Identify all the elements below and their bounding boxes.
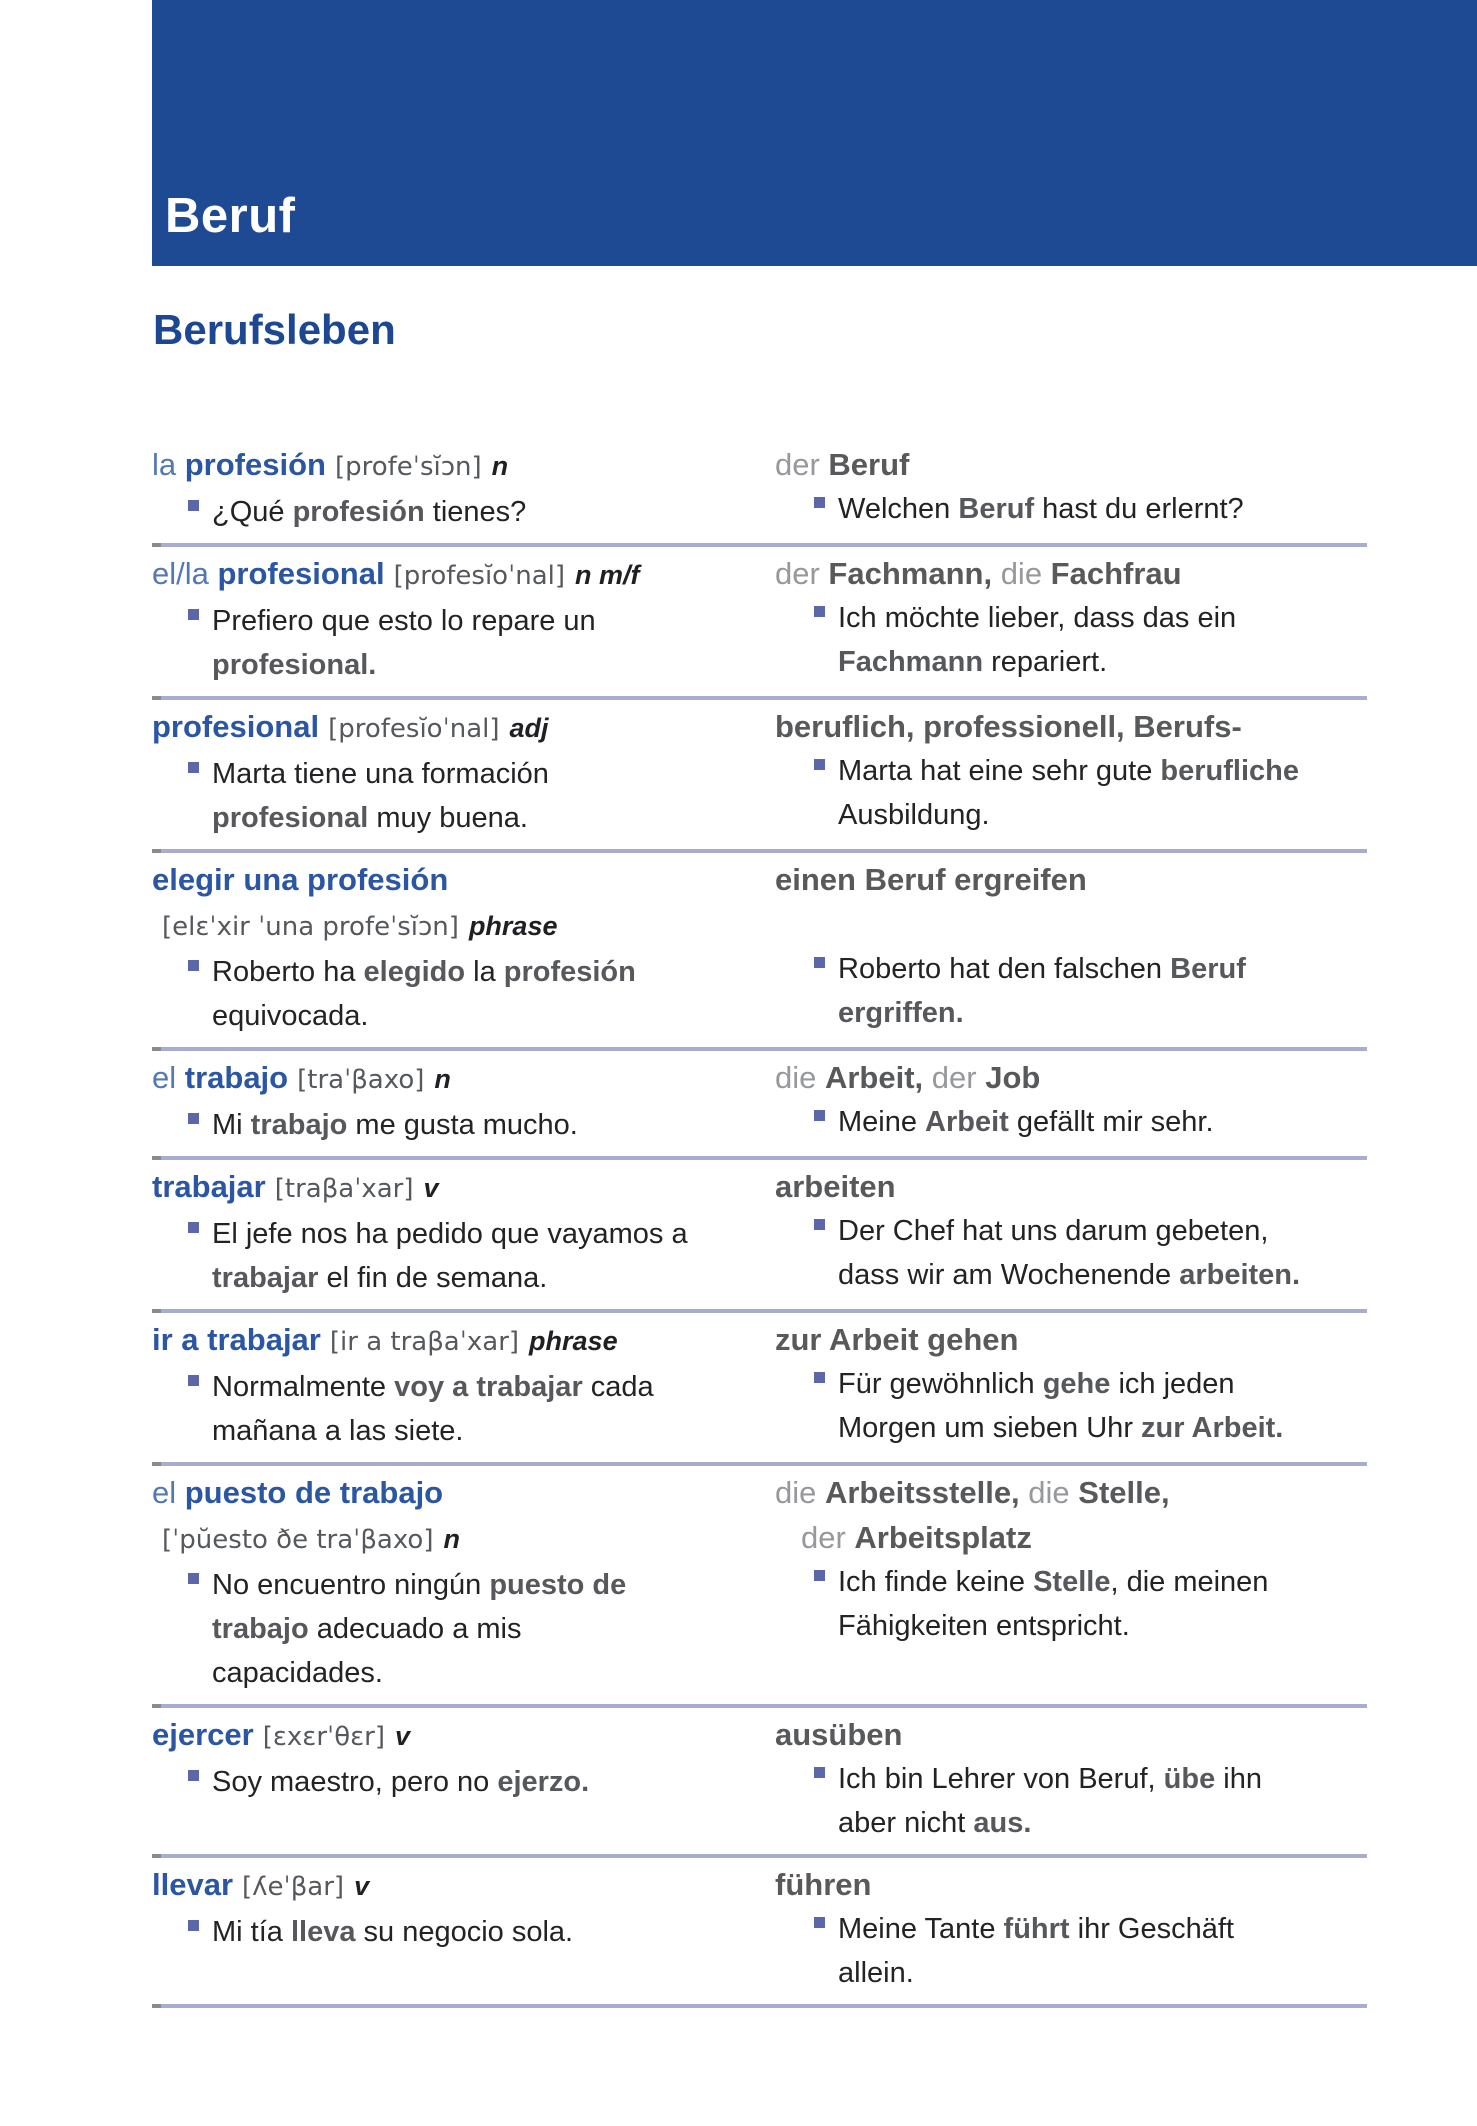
example-text: Soy maestro, pero no [212, 1766, 498, 1798]
de-headword-line [775, 857, 1367, 902]
entry-row [152, 1313, 1367, 1466]
de-headword-line2 [801, 1515, 1367, 1560]
phonetic-transcription: [elɛˈxir ˈuna profeˈsĭɔn] [162, 912, 459, 942]
de-headword-line [775, 551, 1367, 596]
example-text: Beruf [958, 493, 1035, 525]
example-text: Ich finde keine [838, 1566, 1034, 1598]
german-column [775, 442, 1367, 534]
entry-row [152, 1858, 1367, 2008]
de-headword-line [775, 1317, 1367, 1362]
example-line [212, 1212, 775, 1256]
example-line [212, 994, 775, 1038]
entry-row [152, 853, 1367, 1051]
spanish-column [152, 1164, 775, 1300]
es-headword-line [152, 1470, 775, 1515]
example-line [212, 1760, 775, 1804]
part-of-speech-label: phrase [529, 1326, 618, 1356]
example [212, 1910, 775, 1954]
part-of-speech-label: v [395, 1721, 411, 1751]
part-of-speech-label: n [434, 1064, 451, 1094]
example-text: , die meinen [1110, 1566, 1269, 1598]
example-line [838, 1951, 1367, 1995]
example-text: Normalmente [212, 1371, 395, 1403]
es-headword-line [152, 704, 775, 752]
example [838, 1757, 1367, 1845]
example-text: su negocio sola. [355, 1916, 574, 1948]
de-headword: Arbeitsstelle, [824, 1475, 1029, 1510]
entry-row [152, 1466, 1367, 1708]
de-headword: ausüben [775, 1717, 903, 1752]
phonetic-line [162, 902, 775, 950]
phonetic-transcription: [traˈβaxo] [297, 1065, 425, 1095]
example-text: profesión [503, 956, 636, 988]
es-headword: el [152, 1060, 185, 1095]
de-headword: Fachmann, [828, 556, 1001, 591]
example-line [212, 1103, 775, 1147]
example-line [838, 1604, 1367, 1648]
example [838, 487, 1367, 531]
de-headword: der [775, 447, 829, 482]
es-headword: ir a trabajar [152, 1322, 321, 1357]
es-headword: el [152, 1475, 185, 1510]
square-bullet-icon [188, 1920, 199, 1931]
es-headword: trabajar [152, 1169, 266, 1204]
example [838, 1209, 1367, 1297]
example-text: zur Arbeit. [1141, 1412, 1284, 1444]
example-line [838, 1362, 1367, 1406]
example-line [212, 643, 775, 687]
example-text: Marta tiene una formación [212, 758, 549, 790]
es-headword: trabajo [184, 1060, 289, 1095]
de-headword: arbeiten [775, 1169, 896, 1204]
de-headword: die [1000, 556, 1051, 591]
phonetic-transcription: [ir a traβaˈxar] [329, 1327, 520, 1357]
de-headword-line [775, 442, 1367, 487]
part-of-speech-label: phrase [468, 911, 558, 941]
example-text: trabajo [212, 1613, 309, 1645]
example-text: capacidades. [212, 1657, 383, 1689]
example-line [212, 1563, 775, 1607]
square-bullet-icon [188, 500, 199, 511]
square-bullet-icon [814, 1219, 825, 1230]
es-headword-line [152, 1317, 775, 1365]
example-text: equivocada. [212, 1000, 369, 1032]
example-text: Meine [838, 1106, 926, 1138]
square-bullet-icon [188, 1222, 199, 1233]
part-of-speech-label: v [423, 1173, 439, 1203]
square-bullet-icon [814, 1767, 825, 1778]
example-text: voy a trabajar [394, 1371, 583, 1403]
example [212, 490, 775, 534]
de-headword: Arbeit, [824, 1060, 932, 1095]
square-bullet-icon [814, 1372, 825, 1383]
phonetic-transcription: [ˈpŭesto ðe traˈβaxo] [162, 1525, 434, 1555]
de-headword: die [775, 1475, 825, 1510]
example [838, 1100, 1367, 1144]
example-text: Roberto ha [212, 956, 364, 988]
example-line [838, 749, 1367, 793]
german-column [775, 551, 1367, 687]
part-of-speech-label: n m/f [575, 560, 640, 590]
es-headword: profesional [152, 709, 320, 744]
example-line [212, 1365, 775, 1409]
entry-row [152, 1160, 1367, 1313]
example [838, 749, 1367, 837]
es-headword: profesional [217, 556, 385, 591]
example-line [838, 1560, 1367, 1604]
phonetic-line [162, 1515, 775, 1563]
example-text: übe [1163, 1763, 1216, 1795]
example-text: Ich bin Lehrer von Beruf, [838, 1763, 1164, 1795]
example-text: profesional. [212, 649, 377, 681]
example [212, 1563, 775, 1695]
example-text: führt [1003, 1913, 1070, 1945]
example-text: Welchen [838, 493, 959, 525]
example-text: cada [582, 1371, 654, 1403]
example-line [838, 1100, 1367, 1144]
example-line [838, 1209, 1367, 1253]
de-headword-line [775, 1470, 1367, 1515]
example [212, 1760, 775, 1804]
chapter-title: Beruf [165, 189, 296, 243]
german-column [775, 1712, 1367, 1845]
example-text: puesto de [489, 1569, 627, 1601]
spanish-column [152, 1712, 775, 1845]
chapter-banner [152, 0, 1477, 266]
example-text: No encuentro ningún [212, 1569, 490, 1601]
de-headword: die [1028, 1475, 1079, 1510]
example-line [838, 640, 1367, 684]
es-headword: la [152, 447, 185, 482]
example-text: Ausbildung. [838, 799, 990, 831]
de-headword: Arbeitsplatz [854, 1520, 1032, 1555]
example-text: ihr Geschäft [1069, 1913, 1234, 1945]
example-text: aus. [973, 1807, 1032, 1839]
square-bullet-icon [814, 1570, 825, 1581]
spanish-column [152, 551, 775, 687]
de-headword: der [931, 1060, 986, 1095]
spanish-column [152, 704, 775, 840]
example-text: ergriffen. [838, 997, 964, 1029]
phonetic-transcription: [ʎeˈβar] [242, 1872, 345, 1902]
example [838, 1907, 1367, 1995]
example-line [212, 752, 775, 796]
example-text: adecuado a mis [308, 1613, 522, 1645]
section-title: Berufsleben [153, 306, 396, 353]
example-text: Ich möchte lieber, dass das ein [838, 602, 1237, 634]
example-text: Meine Tante [838, 1913, 1004, 1945]
example-text: trabajo [250, 1109, 348, 1141]
de-headword-line [775, 704, 1367, 749]
spanish-column [152, 442, 775, 534]
de-headword: Stelle, [1078, 1475, 1170, 1510]
part-of-speech-label: adj [509, 713, 549, 743]
example-line [838, 1757, 1367, 1801]
square-bullet-icon [188, 1573, 199, 1584]
spanish-column [152, 1862, 775, 1995]
es-headword: llevar [152, 1867, 234, 1902]
square-bullet-icon [814, 957, 825, 968]
square-bullet-icon [188, 762, 199, 773]
es-headword-line [152, 1862, 775, 1910]
square-bullet-icon [814, 1917, 825, 1928]
example-text: Beruf [1170, 953, 1246, 985]
es-headword-line [152, 442, 775, 490]
de-headword-line [775, 1164, 1367, 1209]
example-line [838, 1406, 1367, 1450]
square-bullet-icon [814, 497, 825, 508]
square-bullet-icon [814, 759, 825, 770]
example-text: gehe [1042, 1368, 1111, 1400]
example [838, 596, 1367, 684]
example-line [212, 1607, 775, 1651]
example [838, 947, 1367, 1035]
example-line [212, 796, 775, 840]
example-text: ¿Qué [212, 496, 293, 528]
es-headword-line [152, 551, 775, 599]
es-headword-line [152, 1164, 775, 1212]
es-headword: profesión [184, 447, 326, 482]
example-line [838, 487, 1367, 531]
es-headword: puesto de trabajo [184, 1475, 444, 1510]
example-text: arbeiten. [1179, 1259, 1301, 1291]
square-bullet-icon [188, 609, 199, 620]
example-text: repariert. [983, 646, 1108, 678]
entry-row [152, 700, 1367, 853]
example-line [212, 490, 775, 534]
phonetic-transcription: [profeˈsĭɔn] [334, 452, 482, 482]
example-text: Roberto hat den falschen [838, 953, 1171, 985]
example-text: Fachmann [838, 646, 984, 678]
example [212, 1212, 775, 1300]
part-of-speech-label: v [354, 1871, 370, 1901]
example-text: Arbeit [925, 1106, 1009, 1138]
example-line [212, 1409, 775, 1453]
example-text: ihn [1215, 1763, 1262, 1795]
entry-row [152, 1051, 1367, 1160]
example-text: tienes? [424, 496, 527, 528]
example-text: Prefiero que esto lo repare un [212, 605, 596, 637]
part-of-speech-label: n [443, 1524, 460, 1554]
de-headword: beruflich, professionell, Berufs- [775, 709, 1242, 744]
example-text: allein. [838, 1957, 914, 1989]
example-text: ejerzo. [497, 1766, 590, 1798]
example-text: Mi tía [212, 1916, 291, 1948]
de-headword: führen [775, 1867, 872, 1902]
de-headword-line [775, 1055, 1367, 1100]
example-text: el fin de semana. [318, 1262, 548, 1294]
es-headword-line [152, 857, 775, 902]
example-text: aber nicht [838, 1807, 974, 1839]
example-text: Mi [212, 1109, 251, 1141]
phonetic-transcription: [profesĭoˈnal] [393, 561, 566, 591]
square-bullet-icon [188, 1770, 199, 1781]
entry-row [152, 1708, 1367, 1858]
de-headword: einen Beruf ergreifen [775, 862, 1087, 897]
es-headword-line [152, 1712, 775, 1760]
square-bullet-icon [188, 960, 199, 971]
example-text: Der Chef hat uns darum gebeten, [838, 1215, 1269, 1247]
example-text: trabajar [212, 1262, 319, 1294]
spanish-column [152, 857, 775, 1038]
example-text: Fähigkeiten entspricht. [838, 1610, 1130, 1642]
german-column [775, 1862, 1367, 1995]
square-bullet-icon [188, 1375, 199, 1386]
example-text: la [465, 956, 504, 988]
example-text: El jefe nos ha pedido que vayamos a [212, 1218, 688, 1250]
de-headword: Job [985, 1060, 1041, 1095]
square-bullet-icon [814, 606, 825, 617]
example-line [838, 1801, 1367, 1845]
entry-row [152, 438, 1367, 547]
example-text: profesión [292, 496, 425, 528]
example [838, 1560, 1367, 1648]
es-headword: el/la [152, 556, 218, 591]
de-headword-line [775, 1862, 1367, 1907]
part-of-speech-label: n [491, 451, 509, 481]
example-text: profesional [212, 802, 369, 834]
spanish-column [152, 1317, 775, 1453]
de-headword: der [775, 556, 829, 591]
example [212, 950, 775, 1038]
example-line [838, 991, 1367, 1035]
german-column [775, 1470, 1367, 1695]
de-headword: zur Arbeit gehen [775, 1322, 1019, 1357]
example-text: lleva [290, 1916, 356, 1948]
example-text: me gusta mucho. [347, 1109, 578, 1141]
de-headword: die [775, 1060, 825, 1095]
example-line [838, 596, 1367, 640]
example-text: berufliche [1160, 755, 1300, 787]
example-line [838, 793, 1367, 837]
example [212, 1103, 775, 1147]
german-column [775, 1055, 1367, 1147]
example [212, 752, 775, 840]
de-headword: Beruf [828, 447, 910, 482]
es-headword: ejercer [152, 1717, 254, 1752]
de-headword: der [801, 1520, 855, 1555]
example-text: mañana a las siete. [212, 1415, 464, 1447]
german-column [775, 704, 1367, 840]
es-headword: elegir una profesión [152, 862, 449, 897]
square-bullet-icon [814, 1110, 825, 1121]
spanish-column [152, 1470, 775, 1695]
example-text: elegido [363, 956, 466, 988]
example-text: dass wir am Wochenende [838, 1259, 1180, 1291]
es-headword-line [152, 1055, 775, 1103]
example-line [212, 599, 775, 643]
example [212, 1365, 775, 1453]
example-line [212, 950, 775, 994]
example-text: hast du erlernt? [1034, 493, 1244, 525]
square-bullet-icon [188, 1113, 199, 1124]
german-column [775, 1164, 1367, 1300]
example-text: Morgen um sieben Uhr [838, 1412, 1142, 1444]
example-text: ich jeden [1110, 1368, 1235, 1400]
phonetic-transcription: [ɛxɛrˈθɛr] [262, 1722, 385, 1752]
example-line [838, 947, 1367, 991]
example-line [212, 1910, 775, 1954]
entry-row [152, 547, 1367, 700]
example [838, 1362, 1367, 1450]
example [212, 599, 775, 687]
german-column [775, 857, 1367, 1038]
phonetic-transcription: [traβaˈxar] [274, 1174, 414, 1204]
example-line [212, 1651, 775, 1695]
de-headword-line [775, 1712, 1367, 1757]
phonetic-transcription: [profesĭoˈnal] [328, 714, 500, 744]
de-headword: Fachfrau [1050, 556, 1182, 591]
example-line [838, 1907, 1367, 1951]
example-text: muy buena. [368, 802, 528, 834]
example-line [212, 1256, 775, 1300]
example-text: Marta hat eine sehr gute [838, 755, 1161, 787]
example-text: gefällt mir sehr. [1008, 1106, 1214, 1138]
entries-list [152, 438, 1367, 2008]
example-line [838, 1253, 1367, 1297]
german-column [775, 1317, 1367, 1453]
example-text: Für gewöhnlich [838, 1368, 1043, 1400]
example-text: Stelle [1033, 1566, 1111, 1598]
spanish-column [152, 1055, 775, 1147]
